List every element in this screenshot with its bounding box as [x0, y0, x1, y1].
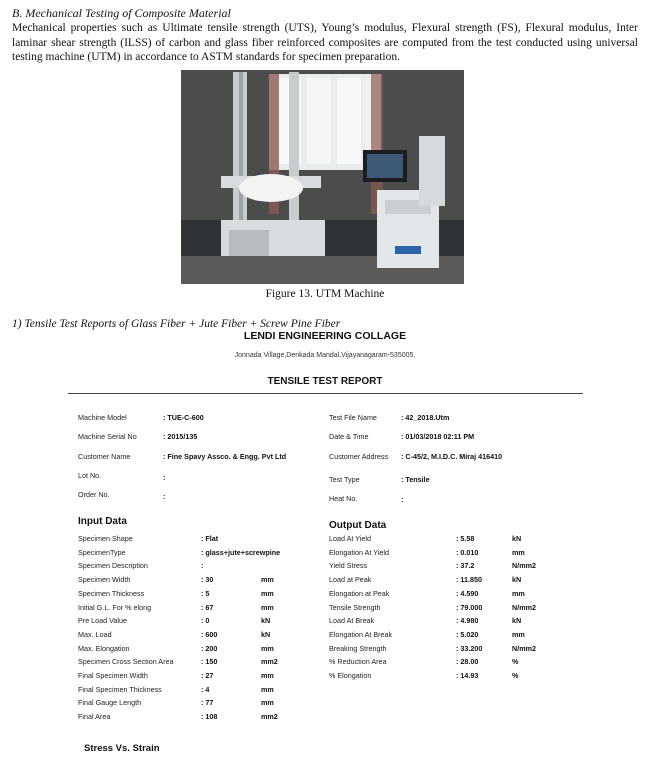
input-row-value: : 4: [201, 684, 210, 694]
output-row-label: % Elongation: [329, 671, 372, 680]
figure-caption: Figure 13. UTM Machine: [265, 288, 385, 300]
output-row-value: : 4.980: [456, 616, 479, 626]
output-row-value: : 28.00: [456, 657, 479, 667]
input-row-label: Pre Load Value: [78, 616, 128, 626]
heat-no-label: Heat No.: [329, 494, 358, 503]
input-row-label: Specimen Width: [78, 575, 131, 585]
test-type-value: : Tensile: [401, 475, 430, 484]
customer-address-label: Customer Address: [329, 452, 389, 461]
output-row-value: : 37.2: [456, 561, 475, 571]
input-row-label: Final Specimen Thickness: [78, 684, 162, 694]
input-row-label: Specimen Cross Section Area: [78, 657, 174, 667]
output-row-unit: N/mm2: [512, 643, 536, 653]
input-row-unit: mm: [261, 671, 274, 680]
output-row-unit: %: [512, 657, 519, 667]
input-row-label: Initial G.L. For % elong: [78, 602, 152, 612]
output-row-label: % Reduction Area: [329, 657, 387, 667]
customer-address-value: : C-45/2, M.I.D.C. Miraj 416410: [401, 452, 503, 461]
output-row-unit: kN: [512, 616, 522, 626]
input-row-value: : glass+jute+screwpine: [201, 547, 281, 557]
input-row-unit: mm: [261, 684, 274, 694]
input-row-value: : 27: [201, 671, 214, 680]
output-row-unit: N/mm2: [512, 602, 536, 612]
output-row-label: Elongation At Yield: [329, 547, 389, 557]
input-row-unit: kN: [261, 616, 271, 626]
output-row-label: Tensile Strength: [329, 602, 381, 612]
input-row-label: Max. Load: [78, 629, 112, 639]
report-title: TENSILE TEST REPORT: [267, 376, 383, 387]
order-no-value: :: [163, 492, 166, 501]
divider-line: [68, 393, 583, 394]
input-data-title: Input Data: [78, 516, 127, 527]
machine-serial-value: : 2015/135: [163, 432, 198, 441]
input-row-label: Specimen Shape: [78, 534, 133, 543]
output-row-value: : 14.93: [456, 671, 479, 680]
input-row-unit: mm: [261, 588, 274, 598]
output-row-value: : 11.850: [456, 575, 482, 585]
output-data-title: Output Data: [329, 520, 387, 531]
input-row-unit: mm: [261, 602, 274, 612]
output-row-unit: N/mm2: [512, 561, 536, 571]
output-row-unit: kN: [512, 575, 522, 585]
input-row-value: : 0: [201, 616, 210, 626]
input-row-label: SpecimenType: [78, 547, 126, 557]
customer-name-value: : Fine Spavy Assco. & Engg. Pvt Ltd: [163, 452, 287, 461]
machine-serial-label: Machine Serial No: [78, 432, 137, 441]
order-no-label: Order No.: [78, 490, 110, 499]
section-paragraph: Mechanical properties such as Ultimate tensile strength (UTS), Young’s modulus, Flexural strength (FS), Flexural modulus, Inter laminar shear strength (ILSS) of carbon and glass fiber reinforced composites are computed from the test conducted using universal testing machine (UTM) in accordance to ASTM standards for specimen preparation.: [12, 22, 638, 63]
output-row-label: Load at Peak: [329, 575, 372, 585]
output-row-label: Load At Break: [329, 616, 375, 626]
output-row-label: Load At Yield: [329, 534, 371, 543]
output-row-value: : 4.590: [456, 588, 479, 598]
output-row-label: Elongation at Peak: [329, 588, 390, 598]
output-row-unit: mm: [512, 588, 525, 598]
input-row-value: : 108: [201, 712, 218, 722]
input-row-label: Final Area: [78, 712, 111, 722]
input-row-label: Specimen Thickness: [78, 588, 145, 598]
output-row-value: : 0.010: [456, 547, 479, 557]
machine-model-value: : TUE-C-600: [163, 413, 204, 422]
college-name: LENDI ENGINEERING COLLAGE: [243, 330, 407, 342]
heat-no-value: :: [401, 495, 404, 504]
output-row-value: : 79.000: [456, 602, 483, 612]
output-row-unit: mm: [512, 629, 525, 639]
test-file-value: : 42_2018.Utm: [401, 413, 450, 422]
subsection-heading: 1) Tensile Test Reports of Glass Fiber + Jute Fiber + Screw Pine Fiber: [12, 318, 341, 330]
machine-model-label: Machine Model: [78, 413, 127, 422]
output-row-unit: kN: [512, 534, 522, 543]
lot-no-label: Lot No.: [78, 471, 102, 480]
input-row-value: : Flat: [201, 534, 219, 543]
input-row-unit: mm2: [261, 712, 278, 722]
output-row-unit: %: [512, 671, 519, 680]
input-row-value: : 150: [201, 657, 218, 667]
input-row-value: :: [201, 561, 204, 571]
date-time-label: Date & Time: [329, 432, 369, 441]
input-row-value: : 5: [201, 588, 210, 598]
input-row-label: Specimen Description: [78, 561, 148, 571]
output-row-value: : 5.020: [456, 629, 479, 639]
input-row-unit: mm: [261, 643, 274, 653]
output-row-label: Elongation At Break: [329, 629, 393, 639]
utm-machine-photo: [181, 70, 464, 284]
input-row-unit: mm2: [261, 657, 278, 667]
output-row-label: Breaking Strength: [329, 643, 387, 653]
test-file-label: Test File Name: [329, 413, 377, 422]
input-row-value: : 600: [201, 629, 218, 639]
date-time-value: : 01/03/2018 02:11 PM: [401, 432, 475, 441]
output-row-value: : 5.58: [456, 534, 475, 543]
input-row-value: : 200: [201, 643, 218, 653]
input-row-value: : 30: [201, 575, 214, 585]
input-row-value: : 77: [201, 698, 214, 708]
input-row-label: Max. Elongation: [78, 643, 130, 653]
stress-strain-heading: Stress Vs. Strain: [84, 743, 160, 754]
test-type-label: Test Type: [329, 475, 360, 484]
college-address: Jonnada Village,Denkada Mandal,Vijayanagaram-535005.: [234, 352, 416, 359]
input-row-value: : 67: [201, 602, 214, 612]
output-row-unit: mm: [512, 547, 525, 557]
input-row-unit: kN: [261, 629, 271, 639]
lot-no-value: :: [163, 473, 166, 482]
section-heading: B. Mechanical Testing of Composite Material: [12, 6, 231, 20]
output-row-label: Yield Stress: [329, 561, 368, 571]
input-row-unit: mm: [261, 575, 274, 585]
output-row-value: : 33.200: [456, 643, 483, 653]
input-row-label: Final Gauge Length: [78, 698, 142, 708]
customer-name-label: Customer Name: [78, 452, 131, 461]
input-row-unit: mm: [261, 698, 274, 708]
input-row-label: Final Specimen Width: [78, 671, 148, 680]
